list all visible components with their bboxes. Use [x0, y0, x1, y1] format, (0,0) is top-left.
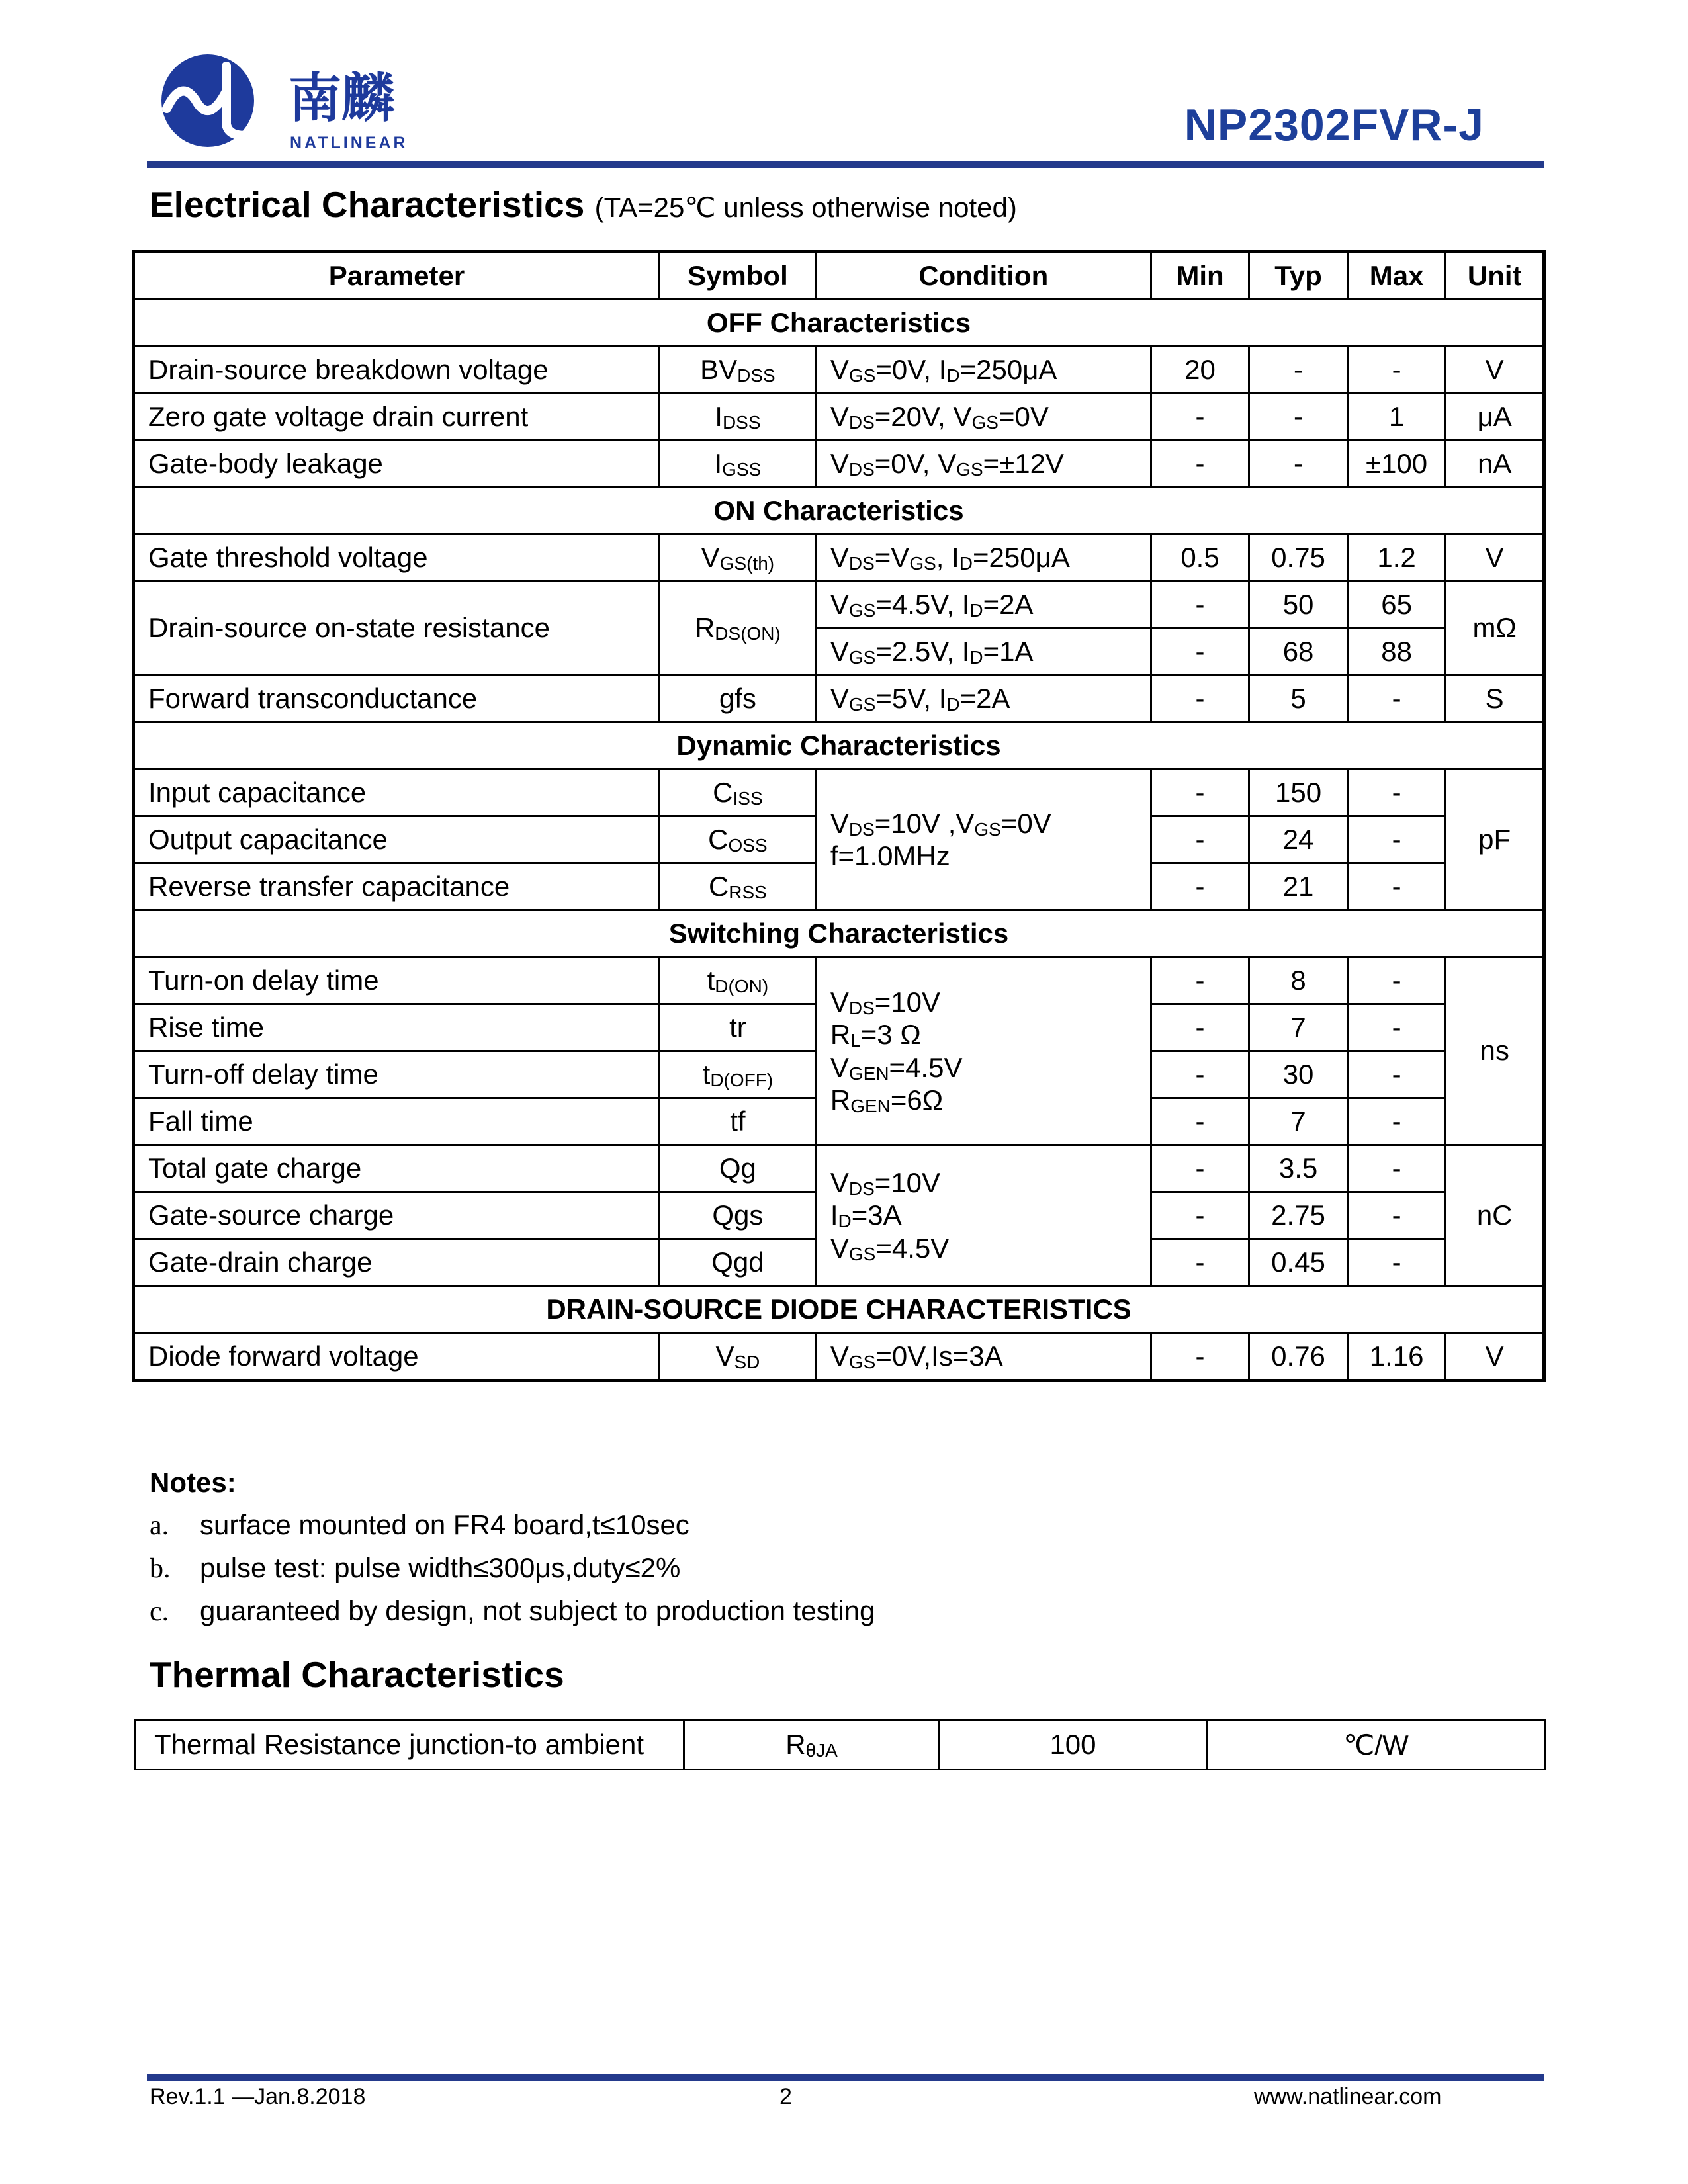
max-cell: 1.16	[1347, 1333, 1446, 1381]
header-min: Min	[1151, 252, 1249, 300]
thermal-title: Thermal Characteristics	[150, 1654, 564, 1695]
min-cell: -	[1151, 394, 1249, 441]
thermal-unit-cell: ℃/W	[1207, 1720, 1546, 1770]
note-item	[150, 1595, 875, 1628]
max-cell: -	[1347, 1239, 1446, 1286]
group-dynamic: Dynamic Characteristics	[134, 722, 1544, 769]
symbol-cell: $C_{OSS}$	[659, 816, 816, 863]
electrical-title: Electrical Characteristics	[150, 184, 585, 225]
footer-website: www.natlinear.com	[1254, 2084, 1442, 2109]
note-marker: c.	[150, 1596, 169, 1627]
thermal-characteristics-table	[134, 1719, 1546, 1770]
logo-en-text: NATLINEAR	[290, 134, 408, 152]
symbol-cell: $C_{RSS}$	[659, 863, 816, 910]
condition-cell: $V_{DS}=10V$ $I_D=3A$ $V_{GS}=4.5V$	[816, 1145, 1151, 1286]
param-cell: Turn-on delay time	[134, 957, 660, 1004]
table-row	[134, 1333, 1544, 1381]
symbol-cell: $V_{GS(th)}$	[659, 535, 816, 582]
header-symbol: Symbol	[659, 252, 816, 300]
param-cell: Total gate charge	[134, 1145, 660, 1192]
typ-cell: 7	[1249, 1004, 1348, 1051]
max-cell: 88	[1347, 629, 1446, 676]
typ-cell: 68	[1249, 629, 1348, 676]
min-cell: -	[1151, 1333, 1249, 1381]
max-cell: 65	[1347, 582, 1446, 629]
table-row	[134, 394, 1544, 441]
condition-cell: $V_{GS}=0V$, $I_D=250\mu A$	[816, 347, 1151, 394]
param-cell: Gate-drain charge	[134, 1239, 660, 1286]
thermal-param-cell: Thermal Resistance junction-to ambient	[135, 1720, 684, 1770]
typ-cell: 5	[1249, 676, 1348, 722]
note-text: surface mounted on FR4 board,t≤10sec	[200, 1509, 689, 1540]
typ-cell: 50	[1249, 582, 1348, 629]
max-cell: -	[1347, 1004, 1446, 1051]
min-cell: 20	[1151, 347, 1249, 394]
typ-cell: 0.75	[1249, 535, 1348, 582]
param-cell: Drain-source on-state resistance	[134, 582, 660, 676]
param-cell: Zero gate voltage drain current	[134, 394, 660, 441]
typ-cell: 7	[1249, 1098, 1348, 1145]
symbol-cell: $t_{D(OFF)}$	[659, 1051, 816, 1098]
typ-cell: -	[1249, 441, 1348, 488]
electrical-section-title	[150, 184, 1017, 225]
condition-cell: $V_{GS}=5V$, $I_D=2A$	[816, 676, 1151, 722]
min-cell: -	[1151, 1239, 1249, 1286]
param-cell: Gate-source charge	[134, 1192, 660, 1239]
symbol-cell: gfs	[659, 676, 816, 722]
param-cell: Gate threshold voltage	[134, 535, 660, 582]
electrical-characteristics-table	[132, 250, 1546, 1382]
condition-cell: $V_{DS}=0V$, $V_{GS}=\pm 12V$	[816, 441, 1151, 488]
symbol-cell: Qgs	[659, 1192, 816, 1239]
table-row	[134, 957, 1544, 1004]
table-row	[135, 1720, 1546, 1770]
param-cell: Rise time	[134, 1004, 660, 1051]
symbol-cell: Qg	[659, 1145, 816, 1192]
condition-cell: $V_{DS}=10V$ $,V_{GS}=0V$ f=1.0MHz	[816, 769, 1151, 910]
symbol-cell: tr	[659, 1004, 816, 1051]
param-cell: Forward transconductance	[134, 676, 660, 722]
min-cell: -	[1151, 1004, 1249, 1051]
table-row	[134, 535, 1544, 582]
table-row	[134, 1145, 1544, 1192]
symbol-cell: $C_{ISS}$	[659, 769, 816, 816]
typ-cell: 150	[1249, 769, 1348, 816]
param-cell: Output capacitance	[134, 816, 660, 863]
typ-cell: 2.75	[1249, 1192, 1348, 1239]
part-number: NP2302FVR-J	[1184, 100, 1484, 150]
unit-cell: nA	[1446, 441, 1544, 488]
unit-cell: ns	[1446, 957, 1544, 1145]
min-cell: -	[1151, 676, 1249, 722]
condition-cell: $V_{DS}=V_{GS}$, $I_D=250\mu A$	[816, 535, 1151, 582]
param-cell: Gate-body leakage	[134, 441, 660, 488]
group-row	[134, 910, 1544, 957]
footer-revision: Rev.1.1 —Jan.8.2018	[150, 2084, 366, 2109]
table-row	[134, 347, 1544, 394]
typ-cell: 3.5	[1249, 1145, 1348, 1192]
note-marker: b.	[150, 1553, 171, 1584]
unit-cell: nC	[1446, 1145, 1544, 1286]
max-cell: -	[1347, 1145, 1446, 1192]
thermal-symbol-cell: $R_{\theta JA}$	[684, 1720, 940, 1770]
condition-cell: $V_{DS}=10V$ $R_L=3$ Ω $V_{GEN}=4.5V$ $R_{GEN}=6\Omega$	[816, 957, 1151, 1145]
condition-cell: $V_{DS}=20V$, $V_{GS}=0V$	[816, 394, 1151, 441]
footer-divider	[147, 2074, 1544, 2081]
min-cell: -	[1151, 1145, 1249, 1192]
table-row	[134, 769, 1544, 816]
min-cell: -	[1151, 1192, 1249, 1239]
param-cell: Drain-source breakdown voltage	[134, 347, 660, 394]
table-header-row	[134, 252, 1544, 300]
condition-cell: $V_{GS}=2.5V$, $I_D=1A$	[816, 629, 1151, 676]
symbol-cell: $I_{GSS}$	[659, 441, 816, 488]
unit-cell: mΩ	[1446, 582, 1544, 676]
min-cell: -	[1151, 769, 1249, 816]
min-cell: 0.5	[1151, 535, 1249, 582]
header-max: Max	[1347, 252, 1446, 300]
max-cell: -	[1347, 1192, 1446, 1239]
header-condition: Condition	[816, 252, 1151, 300]
param-cell: Fall time	[134, 1098, 660, 1145]
symbol-cell: $V_{SD}$	[659, 1333, 816, 1381]
max-cell: -	[1347, 1051, 1446, 1098]
min-cell: -	[1151, 629, 1249, 676]
group-switching: Switching Characteristics	[134, 910, 1544, 957]
max-cell: -	[1347, 769, 1446, 816]
symbol-cell: Qgd	[659, 1239, 816, 1286]
max-cell: 1	[1347, 394, 1446, 441]
min-cell: -	[1151, 441, 1249, 488]
symbol-cell: $BV_{DSS}$	[659, 347, 816, 394]
note-text: guaranteed by design, not subject to production testing	[200, 1595, 875, 1626]
symbol-cell: $t_{D(ON)}$	[659, 957, 816, 1004]
unit-cell: V	[1446, 1333, 1544, 1381]
group-row	[134, 1286, 1544, 1333]
header-divider	[147, 161, 1544, 168]
note-item	[150, 1509, 689, 1542]
notes-title: Notes:	[150, 1467, 236, 1498]
unit-cell: V	[1446, 535, 1544, 582]
max-cell: -	[1347, 863, 1446, 910]
group-row	[134, 488, 1544, 535]
symbol-cell: $I_{DSS}$	[659, 394, 816, 441]
max-cell: 1.2	[1347, 535, 1446, 582]
max-cell: ±100	[1347, 441, 1446, 488]
table-row	[134, 676, 1544, 722]
natlinear-logo	[147, 52, 425, 157]
group-diode: DRAIN-SOURCE DIODE CHARACTERISTICS	[134, 1286, 1544, 1333]
group-row	[134, 722, 1544, 769]
unit-cell: μA	[1446, 394, 1544, 441]
group-row	[134, 300, 1544, 347]
min-cell: -	[1151, 816, 1249, 863]
condition-cell: $V_{GS}=4.5V$, $I_D=2A$	[816, 582, 1151, 629]
max-cell: -	[1347, 957, 1446, 1004]
typ-cell: -	[1249, 347, 1348, 394]
min-cell: -	[1151, 582, 1249, 629]
group-on: ON Characteristics	[134, 488, 1544, 535]
param-cell: Diode forward voltage	[134, 1333, 660, 1381]
note-marker: a.	[150, 1510, 169, 1541]
max-cell: -	[1347, 1098, 1446, 1145]
note-text: pulse test: pulse width≤300μs,duty≤2%	[200, 1552, 681, 1583]
condition-cell: $V_{GS}=0V,Is=3A$	[816, 1333, 1151, 1381]
note-item	[150, 1552, 680, 1585]
typ-cell: -	[1249, 394, 1348, 441]
min-cell: -	[1151, 957, 1249, 1004]
max-cell: -	[1347, 816, 1446, 863]
unit-cell: pF	[1446, 769, 1544, 910]
typ-cell: 8	[1249, 957, 1348, 1004]
electrical-subtitle: (TA=25℃ unless otherwise noted)	[594, 192, 1017, 223]
group-off: OFF Characteristics	[134, 300, 1544, 347]
min-cell: -	[1151, 863, 1249, 910]
typ-cell: 0.76	[1249, 1333, 1348, 1381]
footer-page-number: 2	[779, 2084, 792, 2109]
symbol-cell: $R_{DS(ON)}$	[659, 582, 816, 676]
typ-cell: 24	[1249, 816, 1348, 863]
header-parameter: Parameter	[134, 252, 660, 300]
typ-cell: 30	[1249, 1051, 1348, 1098]
header-typ: Typ	[1249, 252, 1348, 300]
symbol-cell: tf	[659, 1098, 816, 1145]
thermal-value-cell: 100	[940, 1720, 1207, 1770]
param-cell: Input capacitance	[134, 769, 660, 816]
header-unit: Unit	[1446, 252, 1544, 300]
table-row	[134, 441, 1544, 488]
logo-cn-text: 南麟	[289, 67, 394, 129]
unit-cell: S	[1446, 676, 1544, 722]
typ-cell: 21	[1249, 863, 1348, 910]
table-row	[134, 582, 1544, 629]
param-cell: Turn-off delay time	[134, 1051, 660, 1098]
unit-cell: V	[1446, 347, 1544, 394]
min-cell: -	[1151, 1098, 1249, 1145]
min-cell: -	[1151, 1051, 1249, 1098]
max-cell: -	[1347, 676, 1446, 722]
param-cell: Reverse transfer capacitance	[134, 863, 660, 910]
max-cell: -	[1347, 347, 1446, 394]
typ-cell: 0.45	[1249, 1239, 1348, 1286]
